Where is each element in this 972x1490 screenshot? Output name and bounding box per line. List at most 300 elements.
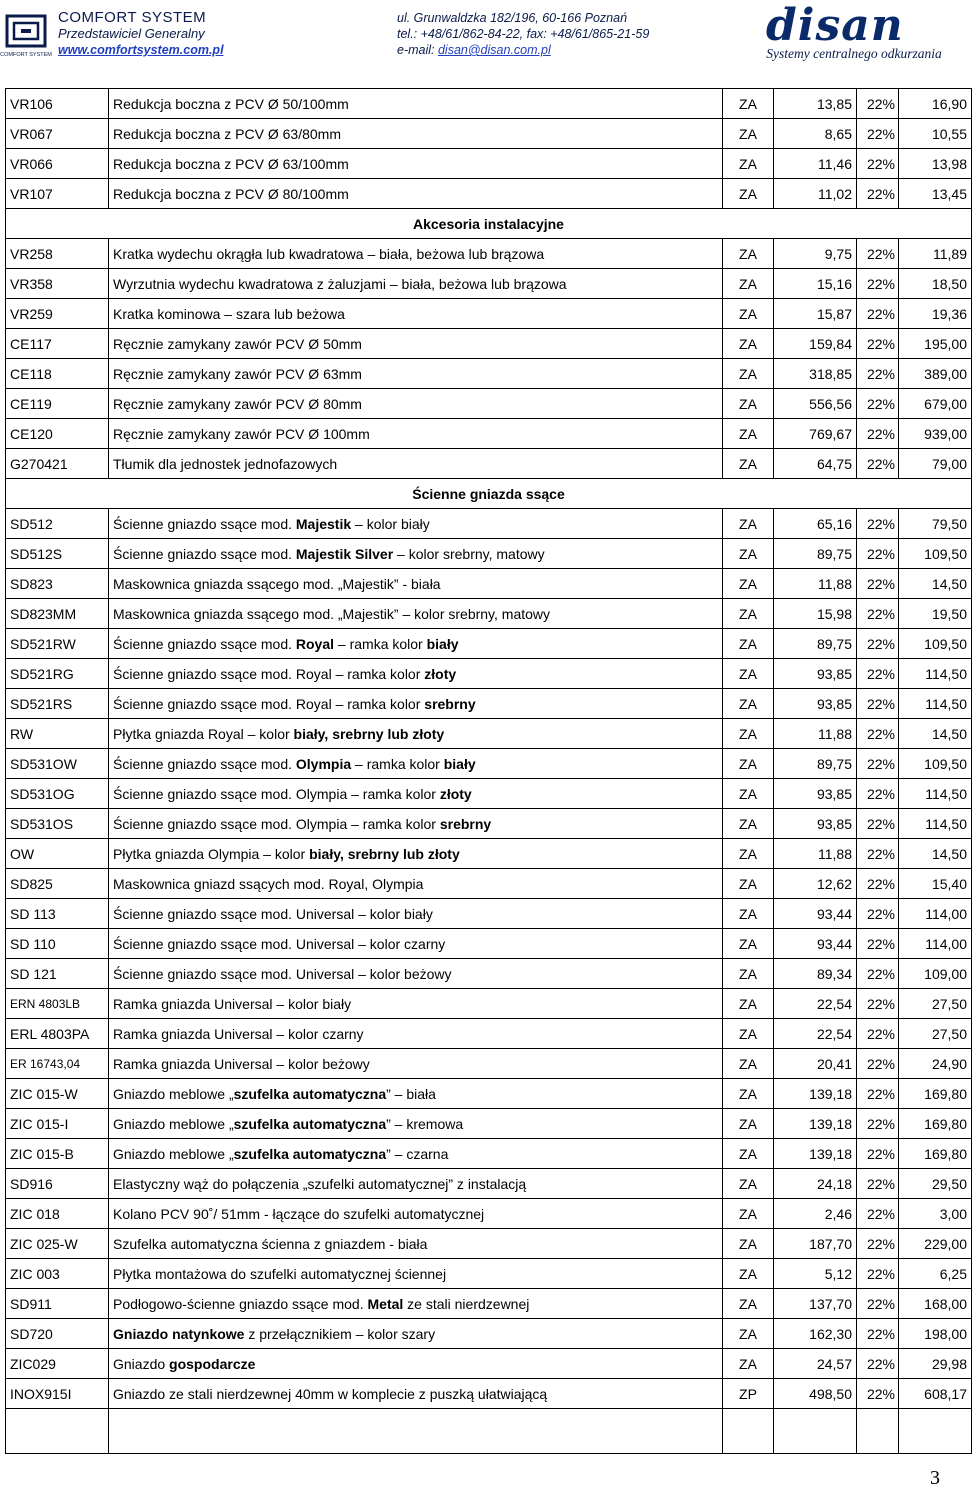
gross-price-cell: 13,98 [899,149,972,179]
company-subtitle: Przedstawiciel Generalny [58,26,205,41]
address-text: ul. Grunwaldzka 182/196, 60-166 Poznań [397,11,628,25]
product-code-cell: VR259 [6,299,109,329]
product-code-cell: SD512S [6,539,109,569]
vat-rate-cell: 22% [857,539,899,569]
table-row [6,929,972,959]
table-row [6,1319,972,1349]
gross-price-cell: 109,00 [899,959,972,989]
product-code-cell: VR107 [6,179,109,209]
description-cell: Gniazdo natynkowe z przełącznikiem – kolor szary [109,1319,723,1349]
table-row [6,1409,972,1454]
net-price-cell: 24,18 [774,1169,857,1199]
section-header-row [6,479,972,509]
availability-cell: ZA [723,269,774,299]
description-cell: Elastyczny wąż do połączenia „szufelki automatycznej” z instalacją [109,1169,723,1199]
vat-rate-cell: 22% [857,719,899,749]
table-row [6,389,972,419]
website-link[interactable]: www.comfortsystem.com.pl [58,43,224,57]
gross-price-cell: 169,80 [899,1109,972,1139]
availability-cell: ZA [723,539,774,569]
availability-cell: ZP [723,1379,774,1409]
gross-price-cell: 24,90 [899,1049,972,1079]
vat-rate-cell [857,1409,899,1454]
availability-cell: ZA [723,779,774,809]
net-price-cell: 139,18 [774,1109,857,1139]
net-price-cell: 15,16 [774,269,857,299]
product-code-cell: SD521RW [6,629,109,659]
email-link[interactable]: disan@disan.com.pl [437,43,551,57]
description-cell: Ścienne gniazdo ssące mod. Universal – kolor beżowy [109,959,723,989]
description-cell: Tłumik dla jednostek jednofazowych [109,449,723,479]
table-row [6,629,972,659]
net-price-cell: 139,18 [774,1139,857,1169]
table-row [6,119,972,149]
table-row [6,1169,972,1199]
gross-price-cell: 16,90 [899,89,972,119]
description-cell: Ścienne gniazdo ssące mod. Olympia – ramka kolor złoty [109,779,723,809]
vat-rate-cell: 22% [857,569,899,599]
gross-price-cell: 19,50 [899,599,972,629]
description-cell: Gniazdo meblowe „szufelka automatyczna” – czarna [109,1139,723,1169]
table-row [6,1079,972,1109]
gross-price-cell: 195,00 [899,329,972,359]
product-code-cell: SD521RS [6,689,109,719]
availability-cell: ZA [723,239,774,269]
availability-cell: ZA [723,179,774,209]
net-price-cell: 9,75 [774,239,857,269]
vat-rate-cell: 22% [857,179,899,209]
description-cell: Ramka gniazda Universal – kolor czarny [109,1019,723,1049]
section-title: Ścienne gniazda ssące [6,479,972,509]
description-cell: Ścienne gniazdo ssące mod. Universal – kolor czarny [109,929,723,959]
company-name: COMFORT SYSTEM [58,9,207,26]
net-price-cell: 24,57 [774,1349,857,1379]
product-code-cell: ERL 4803PA [6,1019,109,1049]
gross-price-cell: 168,00 [899,1289,972,1319]
table-row [6,1139,972,1169]
availability-cell: ZA [723,719,774,749]
net-price-cell: 498,50 [774,1379,857,1409]
availability-cell: ZA [723,1049,774,1079]
gross-price-cell: 198,00 [899,1319,972,1349]
vat-rate-cell: 22% [857,779,899,809]
gross-price-cell: 11,89 [899,239,972,269]
page-number: 3 [930,1467,940,1489]
table-row [6,569,972,599]
availability-cell: ZA [723,1079,774,1109]
vat-rate-cell: 22% [857,269,899,299]
vat-rate-cell: 22% [857,929,899,959]
description-cell [109,1409,723,1454]
gross-price-cell [899,1409,972,1454]
gross-price-cell: 27,50 [899,1019,972,1049]
gross-price-cell: 169,80 [899,1079,972,1109]
description-cell: Ręcznie zamykany zawór PCV Ø 63mm [109,359,723,389]
table-row [6,989,972,1019]
description-cell: Szufelka automatyczna ścienna z gniazdem - biała [109,1229,723,1259]
vat-rate-cell: 22% [857,1109,899,1139]
vat-rate-cell: 22% [857,839,899,869]
availability-cell: ZA [723,989,774,1019]
description-cell: Gniazdo gospodarcze [109,1349,723,1379]
gross-price-cell: 608,17 [899,1379,972,1409]
description-cell: Ścienne gniazdo ssące mod. Universal – kolor biały [109,899,723,929]
product-code-cell: SD911 [6,1289,109,1319]
vat-rate-cell: 22% [857,809,899,839]
table-row [6,1349,972,1379]
gross-price-cell: 13,45 [899,179,972,209]
vat-rate-cell: 22% [857,329,899,359]
table-row [6,809,972,839]
description-cell: Ramka gniazda Universal – kolor beżowy [109,1049,723,1079]
gross-price-cell: 229,00 [899,1229,972,1259]
gross-price-cell: 114,00 [899,929,972,959]
availability-cell: ZA [723,569,774,599]
product-code-cell: ZIC 015-B [6,1139,109,1169]
availability-cell: ZA [723,329,774,359]
comfort-system-logo [0,12,52,64]
table-row [6,1289,972,1319]
availability-cell: ZA [723,809,774,839]
description-cell: Ścienne gniazdo ssące mod. Olympia – ramka kolor biały [109,749,723,779]
disan-logo [756,0,956,72]
product-code-cell: ZIC 003 [6,1259,109,1289]
product-code-cell: SD 110 [6,929,109,959]
description-cell: Maskownica gniazda ssącego mod. „Majestik” - biała [109,569,723,599]
vat-rate-cell: 22% [857,449,899,479]
description-cell: Ręcznie zamykany zawór PCV Ø 50mm [109,329,723,359]
product-code-cell: SD823MM [6,599,109,629]
gross-price-cell: 14,50 [899,719,972,749]
product-code-cell: ZIC 015-I [6,1109,109,1139]
vat-rate-cell: 22% [857,1139,899,1169]
description-cell: Kratka wydechu okrągła lub kwadratowa – biała, beżowa lub brązowa [109,239,723,269]
vat-rate-cell: 22% [857,1379,899,1409]
availability-cell: ZA [723,749,774,779]
product-code-cell: CE120 [6,419,109,449]
product-code-cell: ZIC 015-W [6,1079,109,1109]
vat-rate-cell: 22% [857,119,899,149]
vat-rate-cell: 22% [857,419,899,449]
product-code-cell: CE117 [6,329,109,359]
gross-price-cell: 114,50 [899,689,972,719]
vat-rate-cell: 22% [857,1199,899,1229]
vat-rate-cell: 22% [857,659,899,689]
table-row [6,1199,972,1229]
vat-rate-cell: 22% [857,629,899,659]
company-block [58,10,224,58]
net-price-cell: 89,34 [774,959,857,989]
description-cell: Gniazdo meblowe „szufelka automatyczna” – biała [109,1079,723,1109]
net-price-cell: 93,85 [774,659,857,689]
product-code-cell: VR258 [6,239,109,269]
product-code-cell: OW [6,839,109,869]
vat-rate-cell: 22% [857,689,899,719]
description-cell: Maskownica gniazd ssących mod. Royal, Olympia [109,869,723,899]
product-code-cell: ZIC 025-W [6,1229,109,1259]
description-cell: Ramka gniazda Universal – kolor biały [109,989,723,1019]
availability-cell: ZA [723,359,774,389]
section-header-row [6,209,972,239]
brand-name: disan [766,0,904,51]
vat-rate-cell: 22% [857,1259,899,1289]
net-price-cell: 15,87 [774,299,857,329]
product-code-cell: VR066 [6,149,109,179]
gross-price-cell: 15,40 [899,869,972,899]
availability-cell: ZA [723,869,774,899]
table-row [6,869,972,899]
availability-cell: ZA [723,899,774,929]
product-code-cell: RW [6,719,109,749]
description-cell: Ręcznie zamykany zawór PCV Ø 80mm [109,389,723,419]
table-row [6,299,972,329]
availability-cell: ZA [723,1259,774,1289]
vat-rate-cell: 22% [857,149,899,179]
table-row [6,1259,972,1289]
net-price-cell: 556,56 [774,389,857,419]
table-row [6,1049,972,1079]
vat-rate-cell: 22% [857,509,899,539]
vat-rate-cell: 22% [857,1079,899,1109]
gross-price-cell: 3,00 [899,1199,972,1229]
net-price-cell: 5,12 [774,1259,857,1289]
gross-price-cell: 6,25 [899,1259,972,1289]
description-cell: Ścienne gniazdo ssące mod. Royal – ramka kolor srebrny [109,689,723,719]
net-price-cell: 93,85 [774,779,857,809]
availability-cell: ZA [723,1229,774,1259]
table-row [6,509,972,539]
description-cell: Redukcja boczna z PCV Ø 80/100mm [109,179,723,209]
gross-price-cell: 109,50 [899,539,972,569]
description-cell: Gniazdo meblowe „szufelka automatyczna” – kremowa [109,1109,723,1139]
table-row [6,599,972,629]
page-header [0,0,960,72]
product-code-cell: SD 113 [6,899,109,929]
table-row [6,899,972,929]
contact-block [397,10,649,58]
vat-rate-cell: 22% [857,1049,899,1079]
brand-tagline: Systemy centralnego odkurzania [766,46,942,61]
description-cell: Płytka gniazda Royal – kolor biały, srebrny lub złoty [109,719,723,749]
price-table-body [6,89,972,1454]
table-row [6,329,972,359]
description-cell: Redukcja boczna z PCV Ø 63/80mm [109,119,723,149]
gross-price-cell: 109,50 [899,749,972,779]
table-row [6,749,972,779]
net-price-cell: 139,18 [774,1079,857,1109]
gross-price-cell: 109,50 [899,629,972,659]
logo-text: COMFORT SYSTEM [0,52,52,58]
gross-price-cell: 114,50 [899,779,972,809]
availability-cell: ZA [723,1289,774,1319]
table-row [6,719,972,749]
table-row [6,269,972,299]
table-row [6,419,972,449]
table-row [6,539,972,569]
vat-rate-cell: 22% [857,869,899,899]
table-row [6,149,972,179]
availability-cell: ZA [723,299,774,329]
availability-cell: ZA [723,389,774,419]
product-code-cell: VR358 [6,269,109,299]
product-code-cell: SD531OW [6,749,109,779]
email-line [397,42,649,58]
vat-rate-cell: 22% [857,299,899,329]
table-row [6,449,972,479]
net-price-cell: 89,75 [774,539,857,569]
gross-price-cell: 79,00 [899,449,972,479]
availability-cell: ZA [723,1169,774,1199]
description-cell: Płytka gniazda Olympia – kolor biały, srebrny lub złoty [109,839,723,869]
net-price-cell: 769,67 [774,419,857,449]
availability-cell: ZA [723,419,774,449]
availability-cell: ZA [723,629,774,659]
table-row [6,239,972,269]
net-price-cell: 12,62 [774,869,857,899]
description-cell: Wyrzutnia wydechu kwadratowa z żaluzjami – biała, beżowa lub brązowa [109,269,723,299]
net-price-cell: 11,88 [774,719,857,749]
availability-cell: ZA [723,449,774,479]
net-price-cell: 162,30 [774,1319,857,1349]
vat-rate-cell: 22% [857,989,899,1019]
table-row [6,689,972,719]
availability-cell: ZA [723,1019,774,1049]
gross-price-cell: 679,00 [899,389,972,419]
net-price-cell: 89,75 [774,749,857,779]
table-row [6,359,972,389]
net-price-cell: 187,70 [774,1229,857,1259]
table-row [6,1019,972,1049]
product-code-cell: ZIC029 [6,1349,109,1379]
product-code-cell: ZIC 018 [6,1199,109,1229]
availability-cell: ZA [723,119,774,149]
gross-price-cell: 19,36 [899,299,972,329]
net-price-cell: 318,85 [774,359,857,389]
net-price-cell: 93,85 [774,689,857,719]
product-code-cell: ER 16743,04 [6,1049,109,1079]
description-cell: Podłogowo-ścienne gniazdo ssące mod. Metal ze stali nierdzewnej [109,1289,723,1319]
vat-rate-cell: 22% [857,1349,899,1379]
description-cell: Płytka montażowa do szufelki automatycznej ściennej [109,1259,723,1289]
product-code-cell: CE119 [6,389,109,419]
gross-price-cell: 389,00 [899,359,972,389]
net-price-cell: 20,41 [774,1049,857,1079]
table-row [6,179,972,209]
net-price-cell: 89,75 [774,629,857,659]
net-price-cell: 8,65 [774,119,857,149]
net-price-cell: 137,70 [774,1289,857,1319]
product-code-cell: SD720 [6,1319,109,1349]
product-code-cell: SD825 [6,869,109,899]
vat-rate-cell: 22% [857,599,899,629]
gross-price-cell: 29,50 [899,1169,972,1199]
net-price-cell: 22,54 [774,1019,857,1049]
gross-price-cell: 114,00 [899,899,972,929]
description-cell: Ścienne gniazdo ssące mod. Majestik Silver – kolor srebrny, matowy [109,539,723,569]
price-table [5,88,972,1454]
net-price-cell: 2,46 [774,1199,857,1229]
availability-cell: ZA [723,149,774,179]
vat-rate-cell: 22% [857,389,899,419]
vat-rate-cell: 22% [857,749,899,779]
net-price-cell: 22,54 [774,989,857,1019]
gross-price-cell: 114,50 [899,809,972,839]
net-price-cell: 11,02 [774,179,857,209]
vat-rate-cell: 22% [857,1229,899,1259]
vat-rate-cell: 22% [857,239,899,269]
product-code-cell: INOX915I [6,1379,109,1409]
vat-rate-cell: 22% [857,359,899,389]
table-row [6,779,972,809]
vat-rate-cell: 22% [857,1169,899,1199]
net-price-cell [774,1409,857,1454]
availability-cell: ZA [723,959,774,989]
table-row [6,89,972,119]
net-price-cell: 13,85 [774,89,857,119]
description-cell: Gniazdo ze stali nierdzewnej 40mm w komplecie z puszką ułatwiającą [109,1379,723,1409]
product-code-cell: SD916 [6,1169,109,1199]
description-cell: Ścienne gniazdo ssące mod. Majestik – kolor biały [109,509,723,539]
vat-rate-cell: 22% [857,1289,899,1319]
description-cell: Maskownica gniazda ssącego mod. „Majestik” – kolor srebrny, matowy [109,599,723,629]
availability-cell: ZA [723,1319,774,1349]
availability-cell: ZA [723,599,774,629]
net-price-cell: 93,44 [774,929,857,959]
net-price-cell: 93,85 [774,809,857,839]
gross-price-cell: 14,50 [899,569,972,599]
product-code-cell [6,1409,109,1454]
product-code-cell: ERN 4803LB [6,989,109,1019]
vat-rate-cell: 22% [857,89,899,119]
gross-price-cell: 27,50 [899,989,972,1019]
description-cell: Kratka kominowa – szara lub beżowa [109,299,723,329]
vat-rate-cell: 22% [857,1319,899,1349]
availability-cell: ZA [723,1349,774,1379]
table-row [6,1379,972,1409]
net-price-cell: 93,44 [774,899,857,929]
availability-cell: ZA [723,839,774,869]
section-title: Akcesoria instalacyjne [6,209,972,239]
description-cell: Ścienne gniazdo ssące mod. Olympia – ramka kolor srebrny [109,809,723,839]
product-code-cell: VR067 [6,119,109,149]
availability-cell: ZA [723,689,774,719]
vat-rate-cell: 22% [857,959,899,989]
product-code-cell: SD 121 [6,959,109,989]
product-code-cell: SD521RG [6,659,109,689]
vat-rate-cell: 22% [857,899,899,929]
product-code-cell: G270421 [6,449,109,479]
availability-cell: ZA [723,1139,774,1169]
email-label: e-mail: [397,43,438,57]
net-price-cell: 11,88 [774,569,857,599]
description-cell: Ścienne gniazdo ssące mod. Royal – ramka kolor biały [109,629,723,659]
table-row [6,1229,972,1259]
gross-price-cell: 79,50 [899,509,972,539]
net-price-cell: 11,46 [774,149,857,179]
product-code-cell: SD531OS [6,809,109,839]
table-row [6,1109,972,1139]
net-price-cell: 15,98 [774,599,857,629]
availability-cell: ZA [723,509,774,539]
product-code-cell: CE118 [6,359,109,389]
description-cell: Ścienne gniazdo ssące mod. Royal – ramka kolor złoty [109,659,723,689]
net-price-cell: 159,84 [774,329,857,359]
description-cell: Redukcja boczna z PCV Ø 50/100mm [109,89,723,119]
description-cell: Ręcznie zamykany zawór PCV Ø 100mm [109,419,723,449]
product-code-cell: SD512 [6,509,109,539]
availability-cell: ZA [723,89,774,119]
gross-price-cell: 14,50 [899,839,972,869]
